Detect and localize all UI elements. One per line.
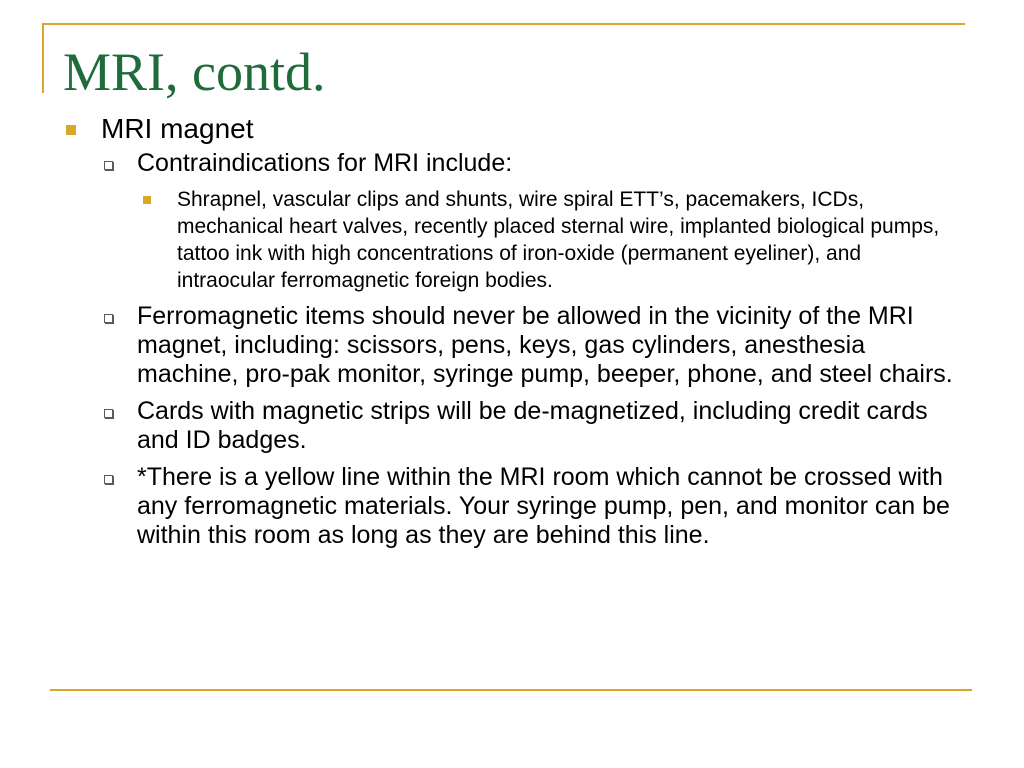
hollow-box-bullet-icon xyxy=(104,409,113,418)
hollow-box-bullet-icon xyxy=(104,161,113,170)
gold-square-bullet-icon xyxy=(66,125,76,135)
frame-left-line xyxy=(42,23,44,93)
bullet-text: MRI magnet xyxy=(101,113,254,144)
bullet-text: Cards with magnetic strips will be de-magnetized, including credit cards and ID badges. xyxy=(137,397,928,454)
hollow-box-bullet-icon xyxy=(104,314,113,323)
slide-title: MRI, contd. xyxy=(63,42,326,102)
frame-top-line xyxy=(42,23,965,25)
gold-square-bullet-icon xyxy=(143,196,151,204)
bullet-level2-ferromagnetic-items xyxy=(0,302,967,389)
bullet-level1-mri-magnet xyxy=(0,112,1024,146)
bullet-level2-magnetic-cards xyxy=(0,397,967,455)
bullet-level2-contraindications xyxy=(0,149,967,178)
frame-bottom-line xyxy=(50,689,972,691)
bullet-level3-contraindication-list xyxy=(0,186,952,294)
bullet-text: *There is a yellow line within the MRI room which cannot be crossed with any ferromagnetic materials. Your syringe pump, pen, and monitor can be within this room as long as they are behind this line. xyxy=(137,463,950,549)
bullet-text: Contraindications for MRI include: xyxy=(137,149,513,177)
slide-body xyxy=(0,112,1024,550)
bullet-text: Ferromagnetic items should never be allowed in the vicinity of the MRI magnet, including: scissors, pens, keys, gas cylinders, anesthesia machine, pro-pak monitor, syringe pump, beeper, phone, and steel chairs. xyxy=(137,302,953,388)
hollow-box-bullet-icon xyxy=(104,475,113,484)
bullet-text: Shrapnel, vascular clips and shunts, wire spiral ETT’s, pacemakers, ICDs, mechanical heart valves, recently placed sternal wire, implanted biological pumps, tattoo ink with high concentrations of iron-oxide (permanent eyeliner), and intraocular ferromagnetic foreign bodies. xyxy=(177,188,940,292)
bullet-level2-yellow-line xyxy=(0,463,967,550)
